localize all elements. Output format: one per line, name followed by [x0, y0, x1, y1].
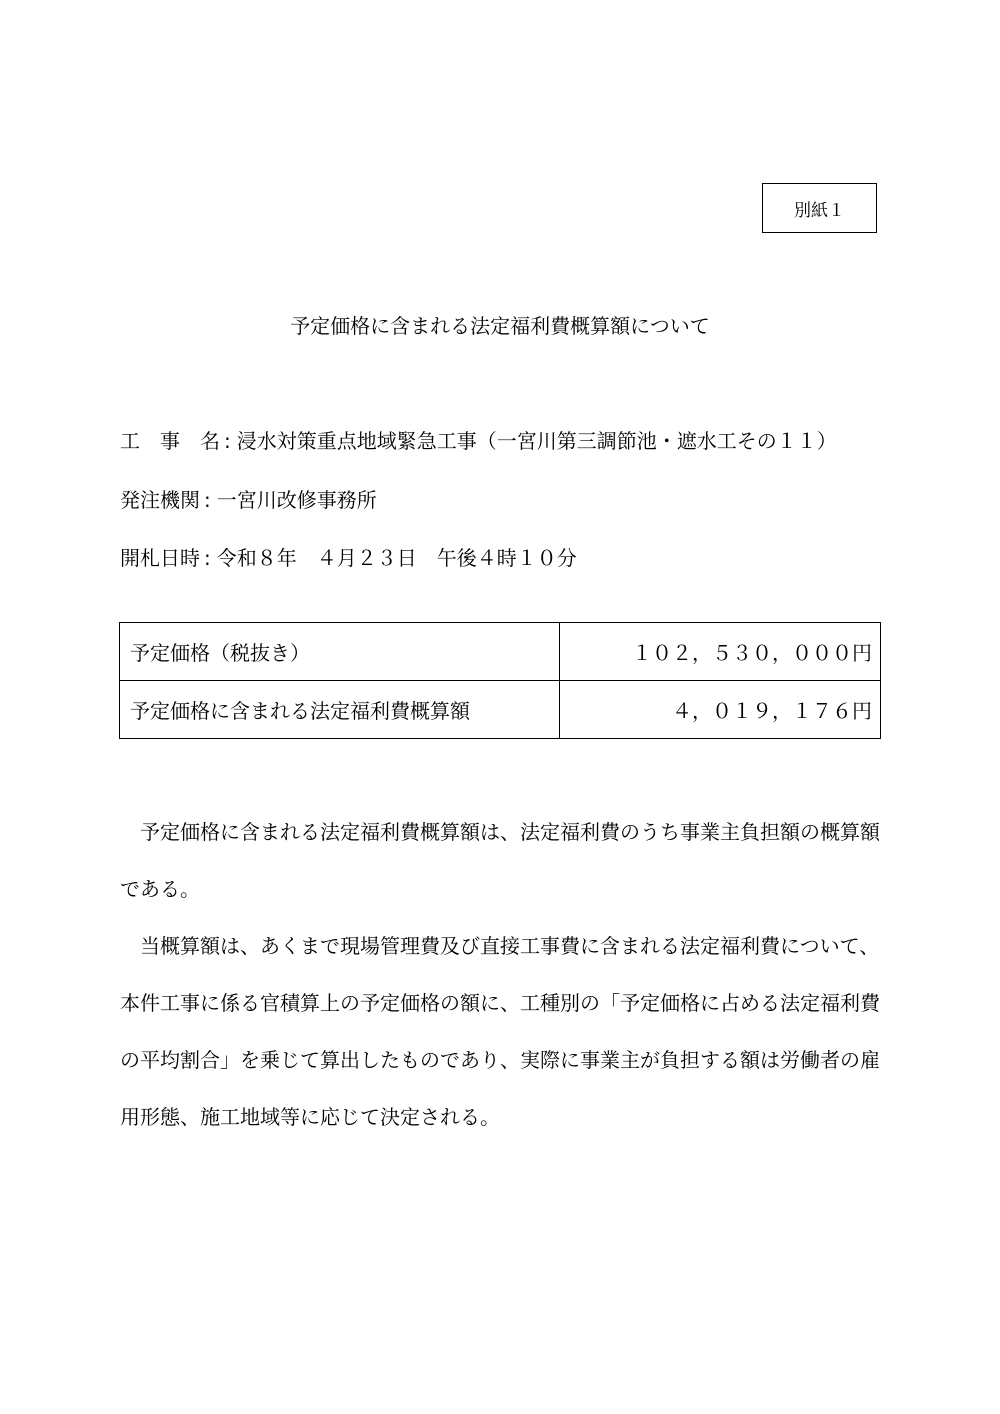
orderer-line: [120, 485, 377, 515]
table-cell-value: １０２，５３０，０００円: [560, 623, 881, 681]
price-table: [119, 622, 881, 739]
project-name-value: 浸水対策重点地域緊急工事（一宮川第三調節池・遮水工その１１）: [236, 429, 837, 453]
project-name-label: 工 事 名: [120, 429, 220, 453]
project-name-line: [120, 426, 837, 456]
table-row: [120, 681, 881, 739]
table-row: [120, 623, 881, 681]
table-cell-label: 予定価格（税抜き）: [120, 623, 560, 681]
attachment-label-text: 別紙１: [794, 200, 845, 221]
page-title: 予定価格に含まれる法定福利費概算額について: [290, 314, 710, 338]
body-paragraph: 予定価格に含まれる法定福利費概算額は、法定福利費のうち事業主負担額の概算額である。: [120, 820, 880, 901]
bid-date-separator: :: [204, 546, 211, 570]
bid-date-line: [120, 543, 577, 573]
project-name-separator: :: [224, 429, 231, 453]
table-cell-label: 予定価格に含まれる法定福利費概算額: [120, 681, 560, 739]
body-paragraph: 当概算額は、あくまで現場管理費及び直接工事費に含まれる法定福利費について、本件工事に係る官積算上の予定価格の額に、工種別の「予定価格に占める法定福利費の平均割合」を乗じて算出したものであり、実際に事業主が負担する額は労働者の雇用形態、施工地域等に応じて決定される。: [120, 934, 880, 1129]
bid-date-value: 令和８年 ４月２３日 午後４時１０分: [216, 546, 577, 570]
orderer-value: 一宮川改修事務所: [216, 488, 377, 512]
attachment-label: [762, 183, 877, 233]
table-cell-value: ４，０１９，１７６円: [560, 681, 881, 739]
orderer-label: 発注機関: [120, 488, 200, 512]
orderer-separator: :: [204, 488, 211, 512]
bid-date-label: 開札日時: [120, 546, 200, 570]
